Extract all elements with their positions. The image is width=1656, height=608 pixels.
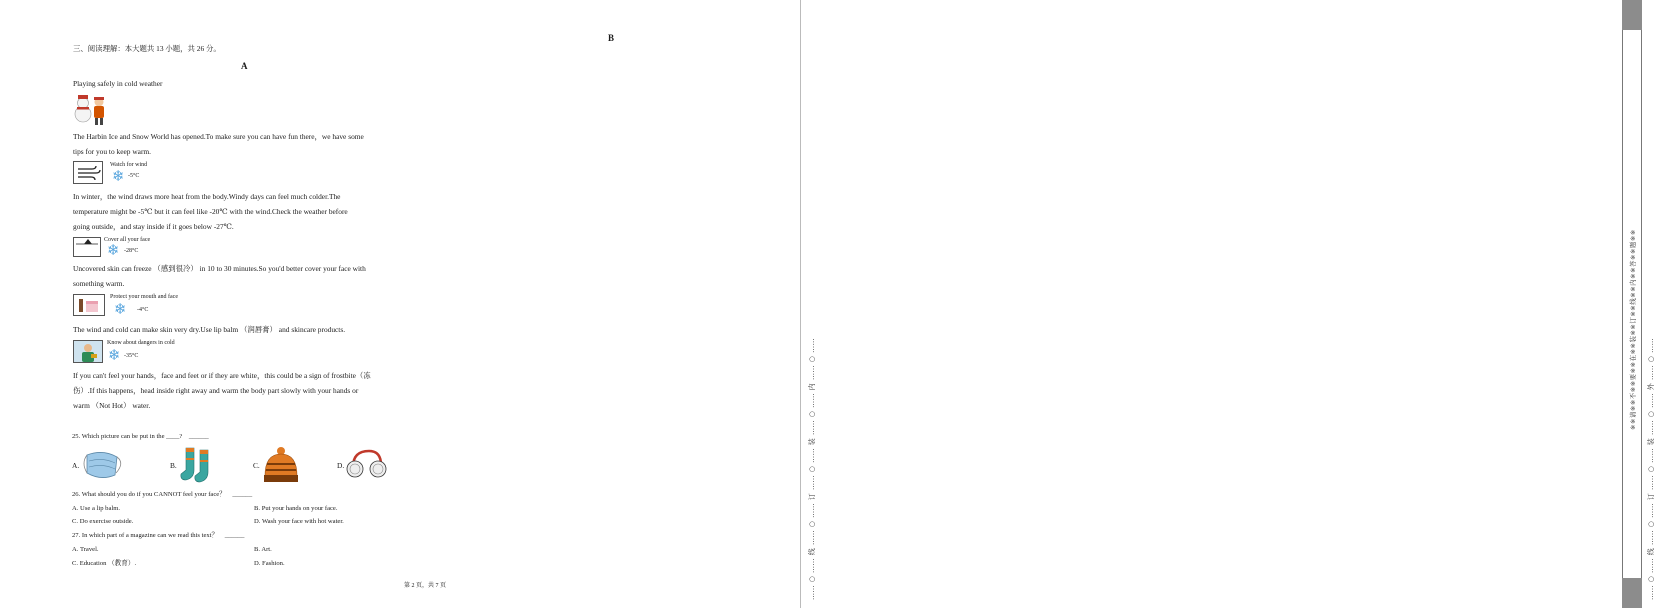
p2-line-1: Uncovered skin can freeze （感到很冷） in 10 to 30 minutes.So you'd better cover your face with: [73, 264, 366, 273]
q27-option-a[interactable]: A. Travel.: [72, 546, 99, 553]
tip2-temp: -28°C: [124, 248, 139, 254]
q25-option-c-label[interactable]: C.: [253, 461, 260, 470]
q27-option-d[interactable]: D. Fashion.: [254, 560, 285, 567]
socks-image[interactable]: [178, 446, 218, 484]
snowflake-icon: ❄: [107, 241, 120, 259]
q25-option-d-label[interactable]: D.: [337, 461, 345, 470]
no-answer-warning: ※※请※※不※※要※※在※※装※※订※※线※※内※※答※※题※※: [1629, 229, 1637, 430]
snowman-image: [74, 92, 110, 126]
q27-option-b[interactable]: B. Art.: [254, 546, 272, 553]
lip-balm-icon: [73, 294, 105, 316]
wind-icon: [73, 161, 103, 184]
knit-hat-image[interactable]: [261, 446, 301, 484]
snowflake-icon: ❄: [108, 346, 121, 364]
p1-line-1: In winter，the wind draws more heat from the body.Windy days can feel much colder.The: [73, 192, 341, 201]
section-header: 三、阅读理解：本大题共 13 小题，共 26 分。: [73, 44, 221, 53]
binding-margin: [800, 0, 1655, 608]
inner-binding-line: …… ○ …… 线 …… ○ …… 订 …… ○ …… 装 …… ○ …… 外 …… ○ ……: [1647, 337, 1655, 600]
tip4-temp: -35°C: [124, 353, 139, 359]
tip1-temp: -5°C: [128, 173, 140, 179]
gray-tab-top: [1622, 0, 1642, 30]
earmuffs-image[interactable]: [345, 447, 387, 483]
q27-option-c[interactable]: C. Education （教育）.: [72, 560, 137, 567]
passage-b-label: B: [608, 33, 615, 43]
tip2-label: Cover all your face: [104, 237, 151, 243]
face-mask-image[interactable]: [81, 447, 125, 483]
gray-tab-bottom: [1622, 578, 1642, 608]
person-icon: [73, 340, 103, 363]
snowflake-icon: ❄: [114, 300, 127, 318]
q26-option-c[interactable]: C. Do exercise outside.: [72, 518, 134, 525]
outer-binding-line: …… ○ …… 线 …… ○ …… 订 …… ○ …… 装 …… ○ …… 内 …… ○ ……: [808, 337, 816, 600]
p2-line-2: something warm.: [73, 279, 125, 288]
tip3-label: Protect your mouth and face: [110, 294, 178, 300]
q25-option-b-label[interactable]: B.: [170, 461, 177, 470]
q25-option-a-label[interactable]: A.: [72, 461, 80, 470]
inner-rule-right: [1641, 30, 1642, 578]
tip4-label: Know about dangers in cold: [107, 340, 175, 346]
tip3-temp: -4°C: [137, 307, 149, 313]
q26-text: 26. What should you do if you CANNOT feel your face？ ______: [72, 491, 253, 498]
q27-text: 27. In which part of a magazine can we read this text？ ______: [72, 532, 245, 539]
tip1-label: Watch for wind: [110, 162, 148, 168]
passage-title: Playing safely in cold weather: [73, 79, 163, 88]
p4-line-2: 伤）.If this happens，head inside right away and warm the body part slowly with your hands or: [73, 386, 359, 395]
q25-text: 25. Which picture can be put in the ____? ______: [72, 433, 209, 440]
inner-rule-left: [1622, 30, 1623, 578]
p4-line-1: If you can't feel your hands，face and feet or if they are white，this could be a sign of frostbite（冻: [73, 371, 371, 380]
snowflake-icon: ❄: [112, 167, 125, 185]
q26-option-b[interactable]: B. Put your hands on your face.: [254, 505, 338, 512]
q26-option-d[interactable]: D. Wash your face with hot water.: [254, 518, 344, 525]
p1-line-2: temperature might be -5℃ but it can feel like -20℃ with the wind.Check the weather before: [73, 207, 348, 216]
page-footer: 第 2 页，共 7 页: [404, 583, 447, 589]
intro-line-1: The Harbin Ice and Snow World has opened.To make sure you can have fun there，we have some: [73, 132, 364, 141]
q26-option-a[interactable]: A. Use a lip balm.: [72, 505, 120, 512]
face-cover-icon: [73, 237, 101, 257]
p1-line-3: going outside，and stay inside if it goes below -27℃.: [73, 222, 234, 231]
intro-line-2: tips for you to keep warm.: [73, 147, 151, 156]
passage-a-label: A: [241, 61, 248, 71]
p3-line-1: The wind and cold can make skin very dry.Use lip balm （润唇膏） and skincare products.: [73, 325, 346, 334]
p4-line-3: warm （Not Hot） water.: [73, 401, 151, 410]
margin-rule: [800, 0, 801, 608]
